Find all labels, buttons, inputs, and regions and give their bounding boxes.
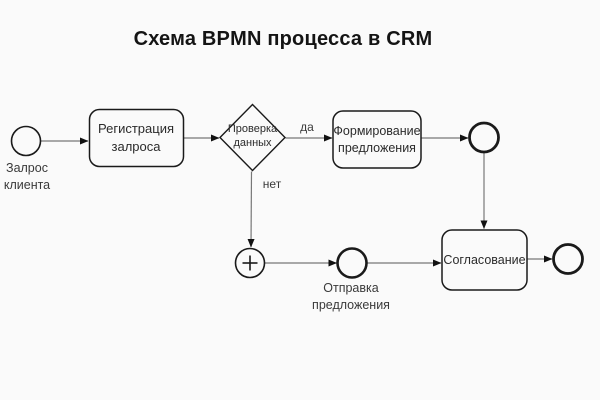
send-event-circle — [338, 249, 367, 278]
plus-gateway-circle — [236, 249, 265, 278]
task-approve-label: Согласование — [443, 252, 526, 267]
start-event-label: Залрос клиента — [3, 161, 51, 192]
edge-label-no: нет — [262, 177, 282, 191]
intermediate-event-circle — [470, 123, 499, 152]
start-event-circle — [12, 127, 41, 156]
flow-arrow-check-no-to-gateway — [251, 172, 252, 248]
send-event-label: Отправка предложения — [312, 281, 390, 312]
diagram-title: Схема BPMN процесса в CRM — [133, 28, 433, 50]
edge-label-yes: да — [300, 120, 314, 134]
end-event-circle — [554, 245, 583, 274]
decision-diamond-label: Проверка данных — [227, 122, 278, 149]
task-register-label: Регистрация залроса — [98, 121, 174, 154]
task-form-label: Формирование предложения — [333, 123, 421, 155]
